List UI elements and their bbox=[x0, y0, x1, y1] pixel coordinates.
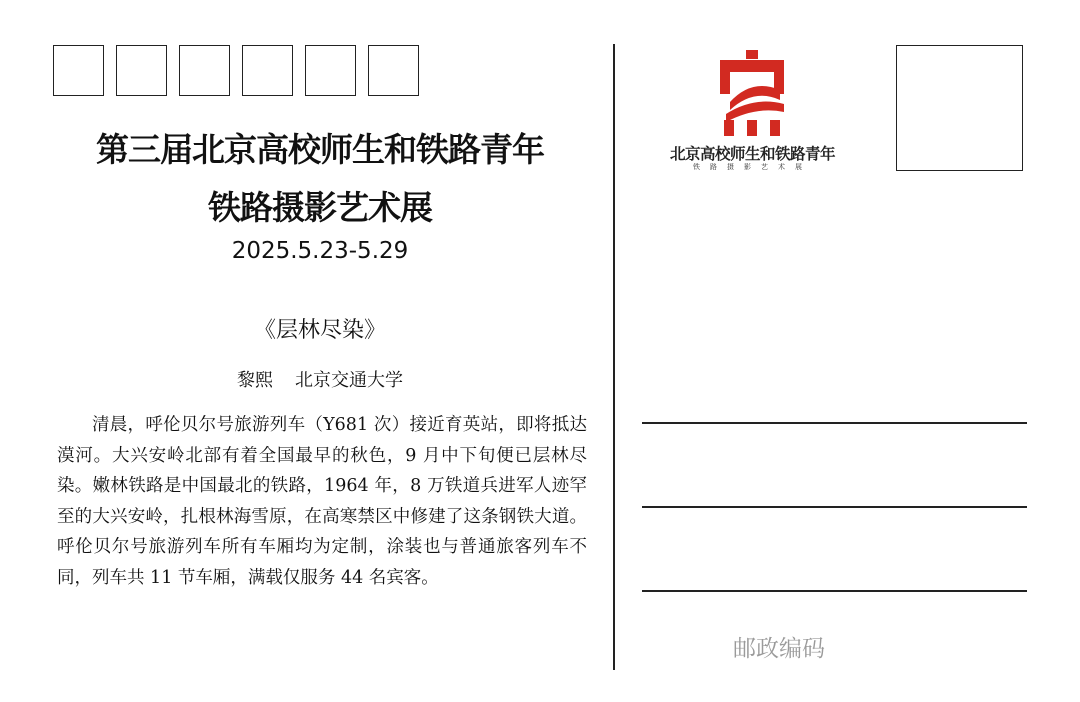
postcode-box bbox=[116, 45, 167, 96]
postcode-box bbox=[368, 45, 419, 96]
postcode-box bbox=[179, 45, 230, 96]
address-line bbox=[642, 590, 1027, 592]
postcode-box bbox=[305, 45, 356, 96]
address-line bbox=[642, 506, 1027, 508]
description-text: 清晨，呼伦贝尔号旅游列车（Y681 次）接近育英站，即将抵达漠河。大兴安岭北部有着全国最早的秋色，9 月中下旬便已层林尽染。嫩林铁路是中国最北的铁路，1964 年，8 万铁道兵进军人迹罕至的大兴安岭，扎根林海雪原，在高寒禁区中修建了这条钢铁大道。呼伦贝尔号旅游列车所有车厢均为定制，涂装也与普通旅客列车不同，列车共 11 节车厢，满载仅服务 44 名宾客。 bbox=[57, 415, 587, 588]
author-affiliation: 北京交通大学 bbox=[295, 370, 403, 391]
logo-name: 北京高校师生和铁路青年 bbox=[669, 145, 835, 163]
postcode-boxes bbox=[53, 45, 419, 96]
exhibition-title-line2: 铁路摄影艺术展 bbox=[208, 188, 432, 227]
address-line bbox=[642, 422, 1027, 424]
author-line bbox=[40, 366, 600, 392]
exhibition-logo bbox=[650, 50, 855, 175]
postcode-box bbox=[242, 45, 293, 96]
railway-logo-icon bbox=[718, 50, 786, 136]
stamp-box bbox=[896, 45, 1023, 171]
postcode-label: 邮政编码 bbox=[733, 636, 825, 662]
exhibition-title-line1: 第三届北京高校师生和铁路青年 bbox=[96, 130, 544, 169]
logo-subtitle: 铁路摄影艺术展 bbox=[693, 163, 812, 171]
author-name: 黎熙 bbox=[237, 370, 273, 391]
work-title: 《层林尽染》 bbox=[253, 318, 386, 343]
postcode-box bbox=[53, 45, 104, 96]
center-divider bbox=[613, 44, 615, 670]
exhibition-date: 2025.5.23-5.29 bbox=[231, 238, 409, 264]
